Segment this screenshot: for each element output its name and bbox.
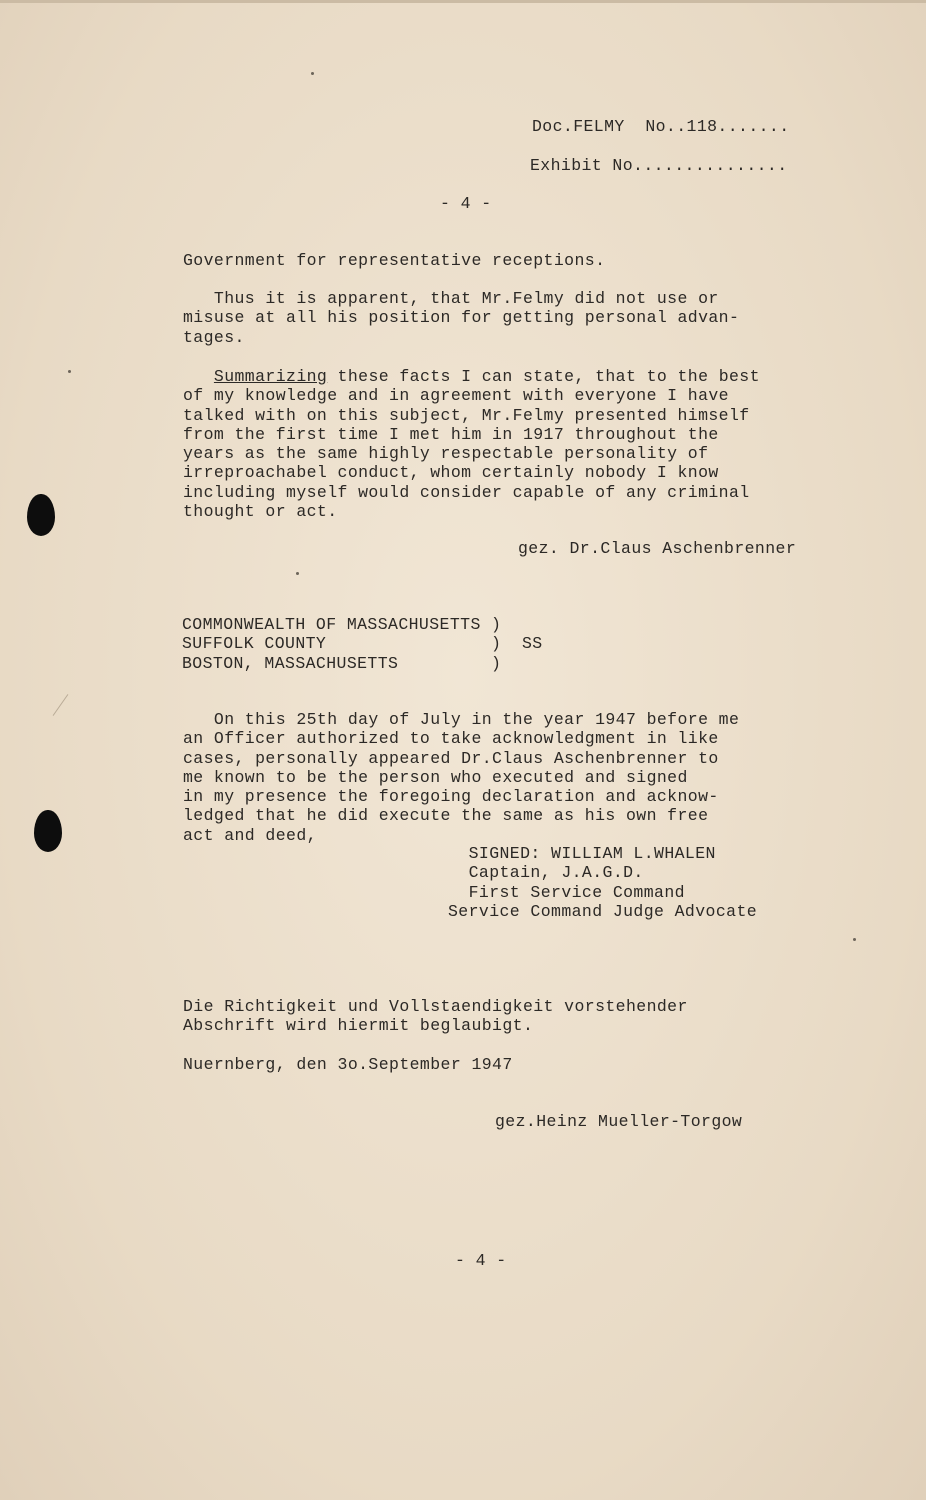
- paragraph-line: tages.: [183, 327, 245, 347]
- paper-speck: [311, 72, 314, 75]
- signer-block: [448, 844, 757, 921]
- paragraph-line: of my knowledge and in agreement with everyone I have: [183, 386, 729, 406]
- venue-line: BOSTON, MASSACHUSETTS ): [182, 653, 502, 673]
- paragraph-line-first: [183, 367, 760, 386]
- paragraph-line: irreproachabel conduct, whom certainly nobody I know: [183, 463, 719, 483]
- venue-line: COMMONWEALTH OF MASSACHUSETTS ): [182, 615, 502, 634]
- doc-reference: Doc.FELMY No..118.......: [532, 117, 790, 136]
- paragraph-line: talked with on this subject, Mr.Felmy presented himself: [183, 405, 750, 425]
- paragraph-apparent: [183, 289, 739, 347]
- paragraph-line: an Officer authorized to take acknowledgment in like: [183, 729, 719, 749]
- paragraph-line: me known to be the person who executed and signed: [183, 767, 688, 787]
- punch-hole-upper: [27, 494, 55, 536]
- signature-aschenbrenner: gez. Dr.Claus Aschenbrenner: [518, 539, 797, 558]
- signature-mueller-torgow: gez.Heinz Mueller-Torgow: [495, 1112, 743, 1131]
- signer-line: First Service Command: [448, 882, 685, 902]
- paragraph-line: cases, personally appeared Dr.Claus Aschenbrenner to: [183, 748, 719, 768]
- paper-scratch: [53, 694, 69, 716]
- top-edge: [0, 0, 926, 3]
- venue-block: [182, 615, 543, 673]
- paper-speck: [68, 370, 71, 373]
- paragraph-line: ledged that he did execute the same as his own free: [183, 806, 709, 826]
- signer-line: Captain, J.A.G.D.: [448, 863, 644, 883]
- paragraph-line: years as the same highly respectable personality of: [183, 444, 709, 464]
- paper-speck: [853, 938, 856, 941]
- paragraph-line: Thus it is apparent, that Mr.Felmy did not use or: [183, 289, 719, 308]
- signer-line: SIGNED: WILLIAM L.WHALEN: [448, 844, 716, 863]
- paragraph-line: thought or act.: [183, 502, 338, 522]
- place-date: Nuernberg, den 3o.September 1947: [183, 1055, 513, 1074]
- paragraph-line: misuse at all his position for getting personal advan-: [183, 308, 740, 328]
- exhibit-reference: Exhibit No...............: [530, 156, 788, 175]
- paragraph-line: On this 25th day of July in the year 1947 before me: [183, 710, 740, 729]
- certification-block: [183, 997, 688, 1036]
- paragraph-line: act and deed,: [183, 825, 317, 845]
- summarizing-underlined: Summarizing: [213, 367, 328, 386]
- paper-speck: [296, 572, 299, 575]
- punch-hole-lower: [34, 810, 62, 852]
- paragraph-summarizing: [183, 367, 760, 521]
- paragraph-line: including myself would consider capable of any criminal: [183, 482, 750, 502]
- continuation-line: Government for representative receptions.: [183, 251, 606, 270]
- certification-line: Die Richtigkeit und Vollstaendigkeit vorstehender: [183, 997, 688, 1016]
- signer-line: Service Command Judge Advocate: [448, 901, 758, 921]
- page-number-bottom: - 4 -: [455, 1251, 507, 1270]
- paragraph-line: in my presence the foregoing declaration and acknow-: [183, 787, 719, 807]
- acknowledgement-paragraph: [183, 710, 739, 845]
- paragraph-line: from the first time I met him in 1917 throughout the: [183, 424, 719, 444]
- certification-line: Abschrift wird hiermit beglaubigt.: [183, 1016, 534, 1036]
- page-number-top: - 4 -: [440, 194, 492, 213]
- paragraph-line-rest: these facts I can state, that to the best: [327, 367, 760, 386]
- venue-line: SUFFOLK COUNTY ) SS: [182, 634, 543, 654]
